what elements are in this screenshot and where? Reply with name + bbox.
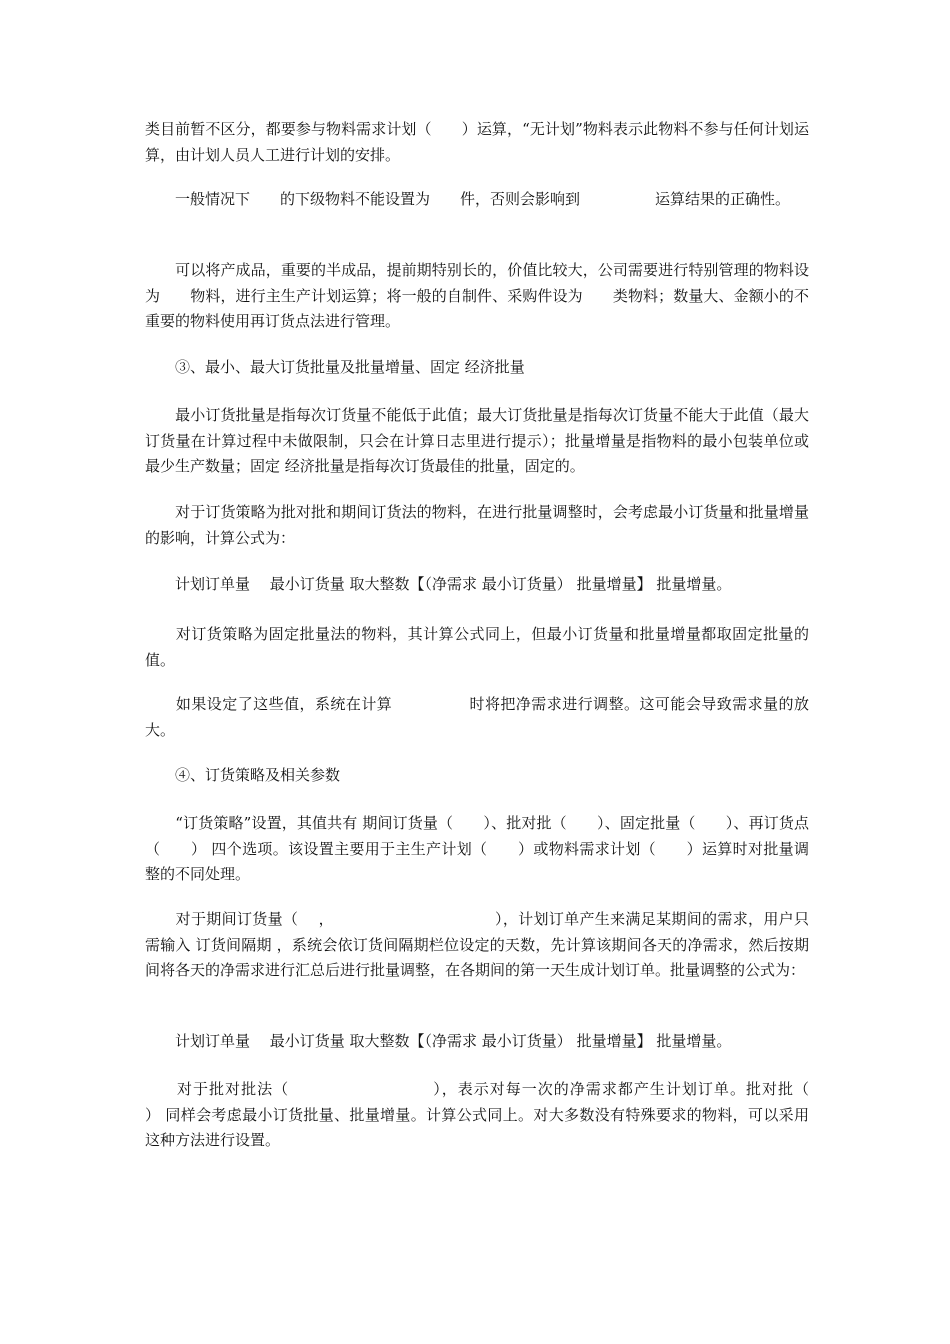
paragraph-3: 可以将产成品，重要的半成品，提前期特别长的，价值比较大，公司需要进行特别管理的物料设为 物料，进行主生产计划运算；将一般的自制件、采购件设为 类物料；数量大、金额小的不重要的物料使用再订货点法进行管理。 [145, 261, 809, 330]
paragraph-1: 类目前暂不区分，都要参与物料需求计划（ ）运算，“无计划”物料表示此物料不参与任何计划运算，由计划人员人工进行计划的安排。 [145, 120, 809, 164]
paragraph-7: 如果设定了这些值，系统在计算 时将把净需求进行调整。这可能会导致需求量的放大。 [145, 695, 809, 739]
paragraph-5: 对于订货策略为批对批和期间订货法的物料，在进行批量调整时，会考虑最小订货量和批量增量的影响，计算公式为： [145, 503, 809, 547]
paragraph-9: 对于期间订货量（ ， ），计划订单产生来满足某期间的需求，用户只需输入 订货间隔期 ，系统会依订货间隔期栏位设定的天数，先计算该期间各天的净需求，然后按期间将各天的净需求进行汇总后进行批量调整，在各期间的第一天生成计划订单。批量调整的公式为： [145, 910, 809, 979]
formula-1: 计划订单量 最小订货量 取大整数【（净需求 最小订货量） 批量增量】 批量增量。 [145, 575, 732, 593]
paragraph-10: 对于批对批法（ ），表示对每一次的净需求都产生计划订单。批对批（ ） 同样会考虑最小订货批量、批量增量。计算公式同上。对大多数没有特殊要求的物料，可以采用这种方法进行设置。 [145, 1080, 840, 1149]
paragraph-8: “订货策略”设置，其值共有 期间订货量（ ）、批对批（ ）、固定批量（ ）、再订货点（ ） 四个选项。该设置主要用于主生产计划（ ）或物料需求计划（ ）运算时对批量调整的不同处理。 [145, 814, 809, 883]
section-heading-4: ④、订货策略及相关参数 [145, 766, 341, 784]
paragraph-6: 对订货策略为固定批量法的物料，其计算公式同上，但最小订货量和批量增量都取固定批量的值。 [145, 625, 809, 669]
paragraph-2: 一般情况下 的下级物料不能设置为 件，否则会影响到 运算结果的正确性。 [145, 190, 791, 208]
section-heading-3: ③、最小、最大订货批量及批量增量、固定 经济批量 [145, 358, 525, 376]
paragraph-4: 最小订货批量是指每次订货量不能低于此值；最大订货批量是指每次订货量不能大于此值（最大订货量在计算过程中未做限制，只会在计算日志里进行提示）；批量增量是指物料的最小包装单位或最少生产数量；固定 经济批量是指每次订货最佳的批量，固定的。 [145, 406, 809, 475]
formula-2: 计划订单量 最小订货量 取大整数【（净需求 最小订货量） 批量增量】 批量增量。 [145, 1032, 732, 1050]
